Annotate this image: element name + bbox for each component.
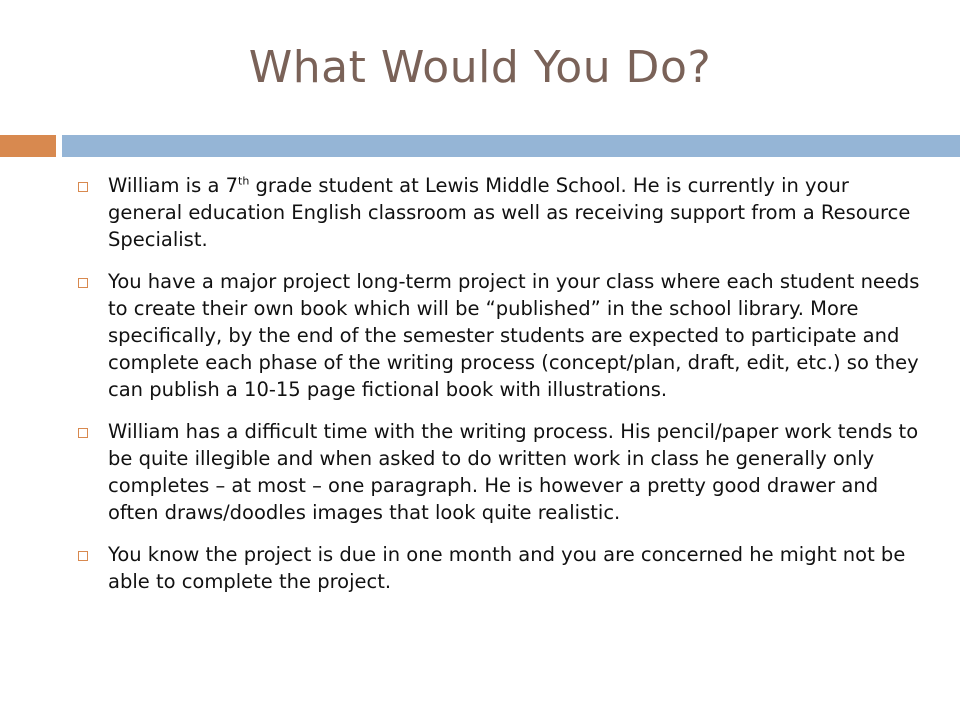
title-underline-accent-orange (0, 135, 56, 157)
bullet-text (108, 174, 910, 251)
bullet-text-part: grade student at Lewis Middle School. He is currently in your general education English classroom as well as receiving support from a Resource Specialist. (108, 174, 911, 251)
bullet-item (76, 268, 926, 403)
bullet-text: William has a difficult time with the writing process. His pencil/paper work tends to be quite illegible and when asked to do written work in class he generally only completes – at most – one paragraph. He is however a pretty good drawer and often draws/doodles images that look quite realistic. (108, 420, 919, 524)
bullet-item (76, 541, 926, 595)
bullet-text: You have a major project long-term project in your class where each student needs to create their own book which will be “published” in the school library. More specifically, by the end of the semester students are expected to participate and complete each phase of the writing process (concept/plan, draft, edit, etc.) so they can publish a 10-15 page fictional book with illustrations. (108, 270, 920, 401)
square-bullet-icon (78, 428, 88, 438)
title-underline-accent-blue (62, 135, 960, 157)
square-bullet-icon (78, 278, 88, 288)
square-bullet-icon (78, 551, 88, 561)
superscript-ordinal: th (238, 174, 250, 188)
square-bullet-icon (78, 182, 88, 192)
bullet-list (76, 172, 926, 610)
bullet-text: You know the project is due in one month and you are concerned he might not be able to complete the project. (108, 543, 906, 593)
bullet-text-part: William is a 7 (108, 174, 238, 197)
bullet-item (76, 418, 926, 526)
slide-title: What Would You Do? (248, 42, 712, 93)
bullet-item (76, 172, 926, 253)
